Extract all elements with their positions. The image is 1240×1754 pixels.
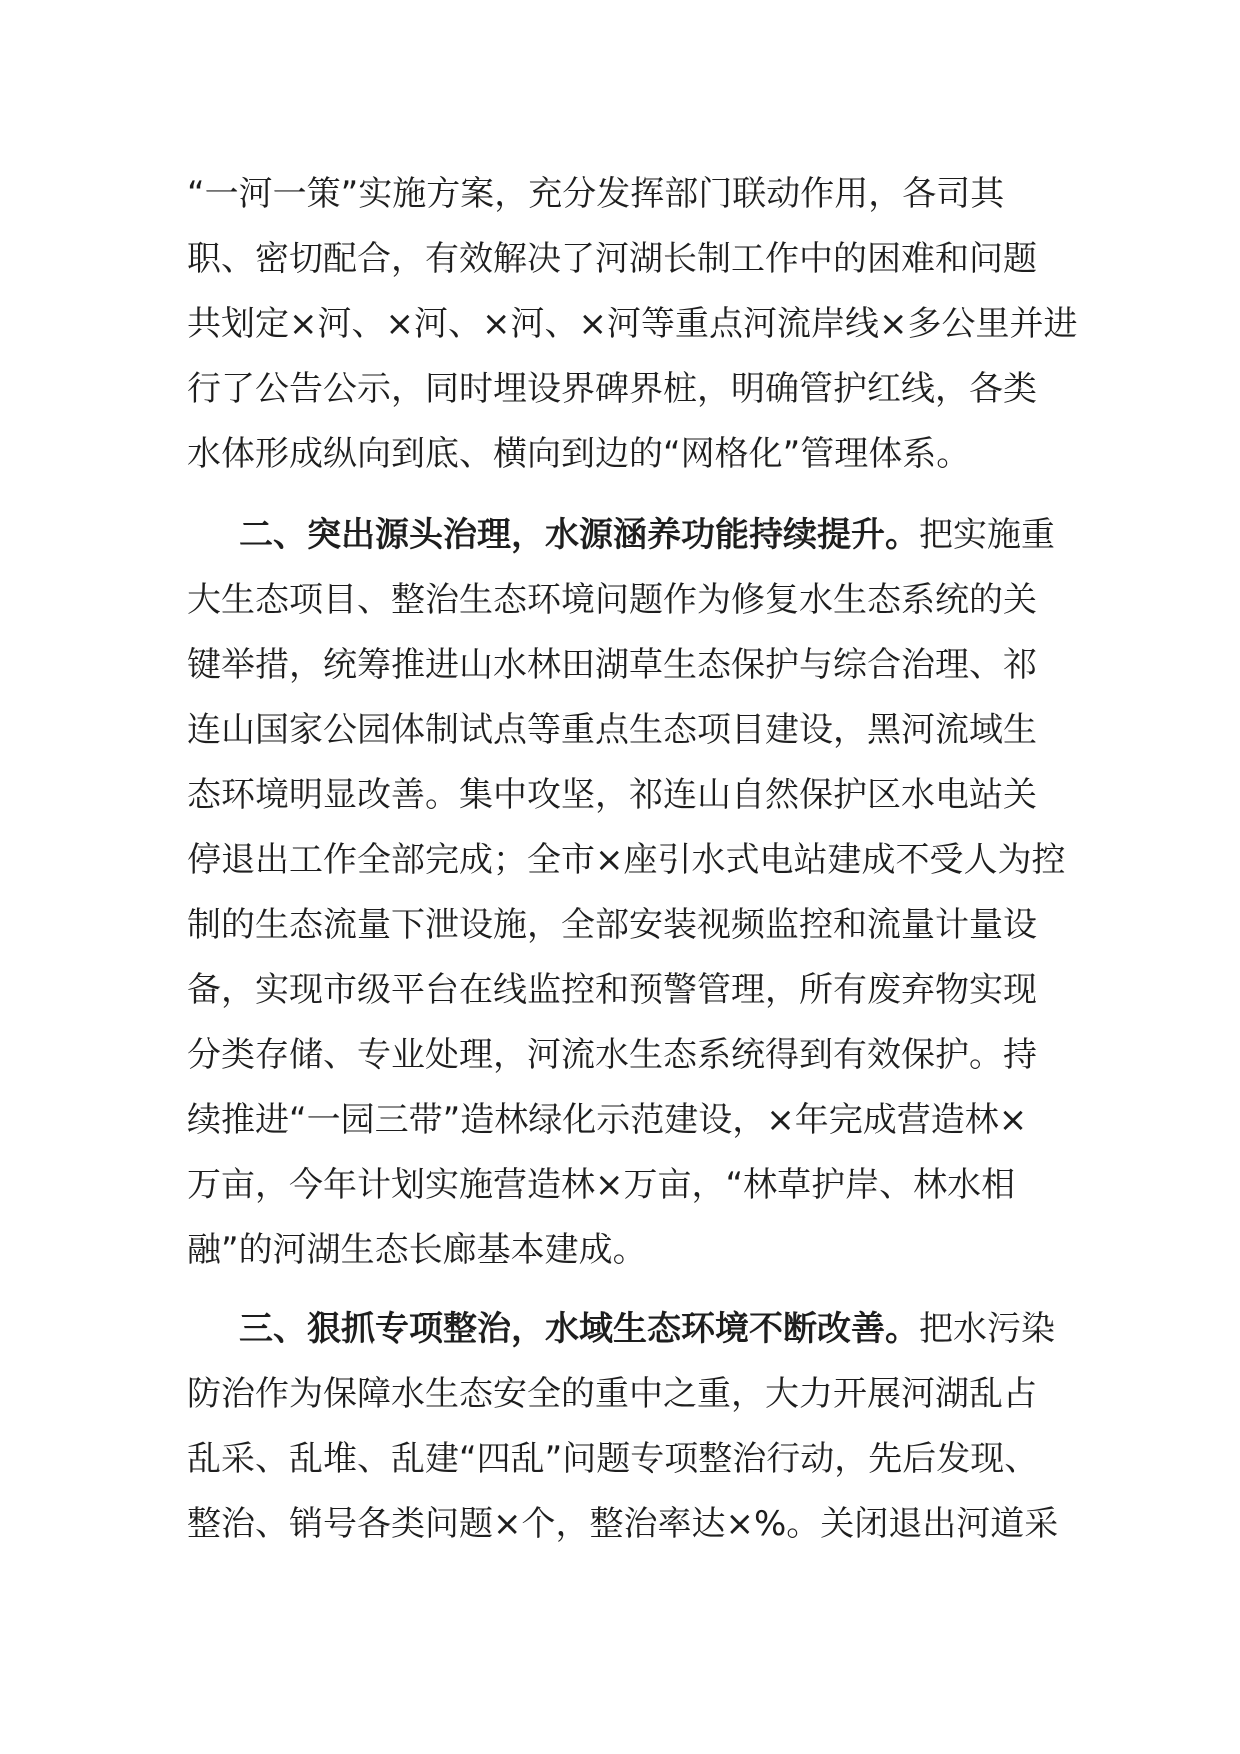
text-line: 续推进“一园三带”造林绿化示范建设，×年完成营造林× [187, 1100, 1028, 1140]
text-line: 分类存储、专业处理，河流水生态系统得到有效保护。持 [187, 1035, 1037, 1075]
text-line: “一河一策”实施方案，充分发挥部门联动作用，各司其 [187, 174, 1005, 214]
text-line: 备，实现市级平台在线监控和预警管理，所有废弃物实现 [187, 970, 1037, 1010]
paragraph-first-line [187, 503, 1067, 568]
text-line: 态环境明显改善。集中攻坚，祁连山自然保护区水电站关 [187, 775, 1037, 815]
paragraph-first-line [187, 1297, 1067, 1362]
text-line: 整治、销号各类问题×个，整治率达×%。关闭退出河道采 [187, 1504, 1059, 1544]
heading-continuation: 把水污染 [919, 1309, 1055, 1349]
text-line: 融”的河湖生态长廊基本建成。 [187, 1230, 647, 1270]
text-line: 共划定×河、×河、×河、×河等重点河流岸线×多公里并进 [187, 304, 1078, 344]
heading-continuation: 把实施重 [919, 515, 1055, 555]
text-line: 制的生态流量下泄设施，全部安装视频监控和流量计量设 [187, 905, 1037, 945]
text-line: 防治作为保障水生态安全的重中之重，大力开展河湖乱占 [187, 1374, 1037, 1414]
paragraph-2 [187, 503, 1067, 1283]
text-line: 水体形成纵向到底、横向到边的“网格化”管理体系。 [187, 434, 971, 474]
text-line: 停退出工作全部完成；全市×座引水式电站建成不受人为控 [187, 840, 1066, 880]
paragraph-1 [187, 162, 1078, 487]
paragraph-3 [187, 1297, 1067, 1557]
text-line: 连山国家公园体制试点等重点生态项目建设，黑河流域生 [187, 710, 1037, 750]
text-line: 乱采、乱堆、乱建“四乱”问题专项整治行动，先后发现、 [187, 1439, 1039, 1479]
text-line: 大生态项目、整治生态环境问题作为修复水生态系统的关 [187, 580, 1037, 620]
section-heading: 三、狠抓专项整治，水域生态环境不断改善。 [239, 1309, 919, 1349]
text-line: 行了公告公示，同时埋设界碑界桩，明确管护红线，各类 [187, 369, 1037, 409]
text-line: 万亩，今年计划实施营造林×万亩，“林草护岸、林水相 [187, 1165, 1016, 1205]
text-line: 职、密切配合，有效解决了河湖长制工作中的困难和问题 [187, 239, 1037, 279]
text-line: 键举措，统筹推进山水林田湖草生态保护与综合治理、祁 [187, 645, 1037, 685]
section-heading: 二、突出源头治理，水源涵养功能持续提升。 [239, 515, 919, 555]
